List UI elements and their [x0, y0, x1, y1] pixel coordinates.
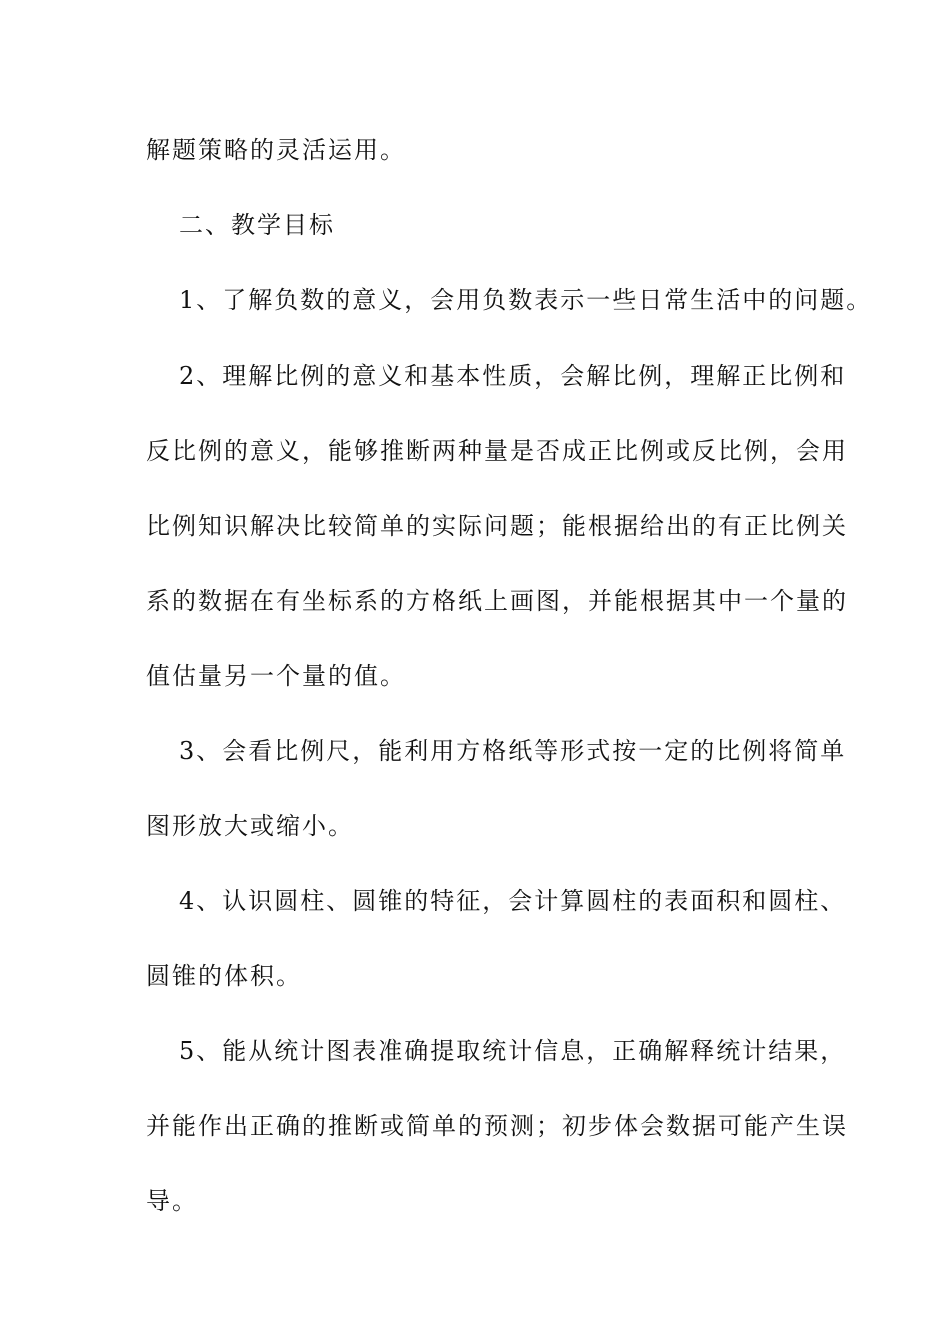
goal-item-2-line-1: 2、理解比例的意义和基本性质，会解比例，理解正比例和	[179, 362, 847, 390]
goal-item-2-line-3: 比例知识解决比较简单的实际问题；能根据给出的有正比例关	[146, 512, 848, 540]
goal-item-5-line-3: 导。	[146, 1187, 198, 1215]
goal-item-2-line-4: 系的数据在有坐标系的方格纸上画图，并能根据其中一个量的	[146, 587, 848, 615]
goal-item-1: 1、了解负数的意义，会用负数表示一些日常生活中的问题。	[179, 286, 873, 314]
goal-item-2-line-2: 反比例的意义，能够推断两种量是否成正比例或反比例，会用	[146, 437, 848, 465]
goal-item-2-line-5: 值估量另一个量的值。	[146, 662, 406, 690]
section-heading-teaching-goals: 二、教学目标	[179, 211, 335, 239]
goal-item-4-line-2: 圆锥的体积。	[146, 962, 302, 990]
goal-item-3-line-2: 图形放大或缩小。	[146, 812, 354, 840]
goal-item-4-line-1: 4、认识圆柱、圆锥的特征，会计算圆柱的表面积和圆柱、	[179, 887, 847, 915]
goal-item-5-line-2: 并能作出正确的推断或简单的预测；初步体会数据可能产生误	[146, 1112, 848, 1140]
goal-item-3-line-1: 3、会看比例尺，能利用方格纸等形式按一定的比例将简单	[179, 737, 847, 765]
goal-item-5-line-1: 5、能从统计图表准确提取统计信息，正确解释统计结果，	[179, 1037, 847, 1065]
text-line-1: 解题策略的灵活运用。	[146, 136, 406, 164]
